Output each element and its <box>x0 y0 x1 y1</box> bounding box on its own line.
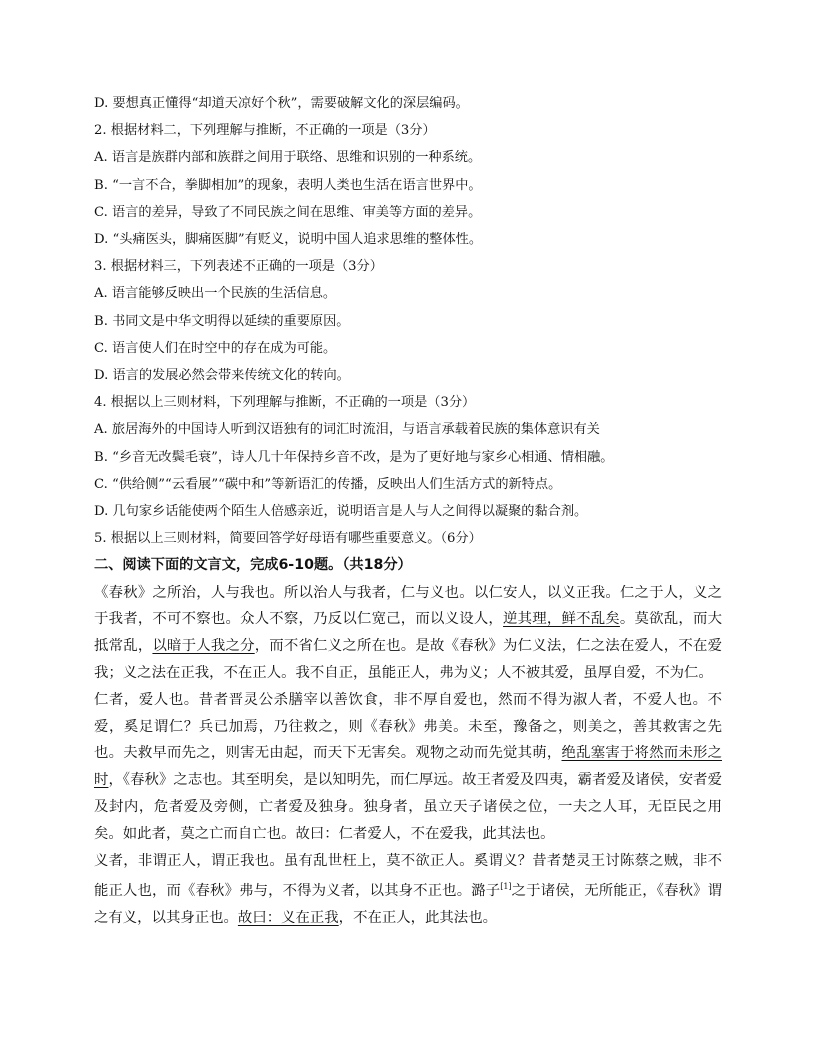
underlined-sentence: 绝乱塞害于将然而未形之时 <box>94 745 722 789</box>
text-run: 《春秋》之所治，人与我也。所以治人与我者，仁与义也。以仁安人，以义正我。仁之于人，义之于我者，不可不察也。众人不察，乃反以仁宽己，而以义设人， <box>94 584 722 628</box>
question-3: 3. 根据材料三，下列表述不正确的一项是（3分） <box>94 259 383 275</box>
option-4-a: A. 旅居海外的中国诗人听到汉语独有的词汇时流泪，与语言承载着民族的集体意识有关 <box>94 422 600 438</box>
text-run: 之于诸侯，无所能正，《春秋》谓之有义，以其身正也。 <box>94 883 722 927</box>
passage-paragraph-1 <box>94 580 722 687</box>
text-run: ，而不省仁义之所在也。是故《春秋》为仁义法，仁之法在爱人，不在爱我；义之法在正我，不在正人。我不自正，虽能正人，弗为义；人不被其爱，虽厚自爱，不为仁。 <box>94 638 722 682</box>
option-2-a: A. 语言是族群内部和族群之间用于联络、思维和识别的一种系统。 <box>94 150 482 166</box>
text-run: 仁者，爱人也。昔者晋灵公杀膳宰以善饮食，非不厚自爱也，然而不得为淑人者，不爱人也。不爱，奚足谓仁？兵已加焉，乃往救之，则《春秋》弗美。未至，豫备之，则美之，善其救害之先也。夫救早而先之，则害无由起，而天下无害矣。观物之动而先觉其萌， <box>94 691 722 762</box>
option-2-b: B. “一言不合，拳脚相加”的现象，表明人类也生活在语言世界中。 <box>94 177 482 193</box>
option-2-d: D. “头痛医头，脚痛医脚”有贬义，说明中国人追求思维的整体性。 <box>94 232 483 248</box>
text-run: ，不在正人，此其法也。 <box>338 910 497 927</box>
option-3-a: A. 语言能够反映出一个民族的生活信息。 <box>94 286 337 302</box>
underlined-sentence: 故曰：义在正我 <box>237 910 339 927</box>
passage-paragraph-3 <box>94 848 722 932</box>
text-run: 。莫欲乱，而大抵常乱， <box>94 611 722 655</box>
option-3-b: B. 书同文是中华文明得以延续的重要原因。 <box>94 313 350 329</box>
underlined-sentence: 以暗于人我之分 <box>152 638 255 655</box>
option-4-b: B. “乡音无改鬓毛衰”，诗人几十年保持乡音不改，是为了更好地与家乡心相通、情相融。 <box>94 449 614 465</box>
underlined-sentence: 逆其理，鲜不乱矣 <box>503 611 620 628</box>
option-3-c: C. 语言使人们在时空中的存在成为可能。 <box>94 340 337 356</box>
question-5: 5. 根据以上三则材料，简要回答学好母语有哪些重要意义。（6分） <box>94 531 482 547</box>
document-page <box>94 90 722 932</box>
footnote-marker: [1] <box>500 882 512 892</box>
question-4: 4. 根据以上三则材料，下列理解与推断，不正确的一项是（3分） <box>94 395 476 411</box>
option-4-d: D. 几句家乡话能使两个陌生人倍感亲近，说明语言是人与人之间得以凝聚的黏合剂。 <box>94 504 588 520</box>
section-title: 二、阅读下面的文言文，完成6-10题。（共18分） <box>94 557 412 574</box>
text-run: 义者，非谓正人，谓正我也。虽有乱世枉上，莫不欲正人。奚谓义？昔者楚灵王讨陈蔡之贼，非不能正人也，而《春秋》弗与，不得为义者，以其身不正也。潞子 <box>94 852 722 900</box>
question-2: 2. 根据材料二，下列理解与推断，不正确的一项是（3分） <box>94 123 436 139</box>
text-run: ，《春秋》之志也。其至明矣，是以知明先，而仁厚远。故王者爱及四夷，霸者爱及诸侯，安者爱及封内，危者爱及旁侧，亡者爱及独身。独身者，虽立天子诸侯之位，一夫之人耳，无臣民之用矣。如此者，莫之亡而自亡也。故曰：仁者爱人，不在爱我，此其法也。 <box>94 772 722 842</box>
option-3-d: D. 语言的发展必然会带来传统文化的转向。 <box>94 368 350 384</box>
option-1-d: D. 要想真正懂得“却道天凉好个秋”，需要破解文化的深层编码。 <box>94 96 469 111</box>
passage-paragraph-2 <box>94 687 722 848</box>
option-2-c: C. 语言的差异，导致了不同民族之间在思维、审美等方面的差异。 <box>94 204 482 220</box>
option-4-c: C. “供给侧”“云看展”“碳中和”等新语汇的传播，反映出人们生活方式的新特点。 <box>94 476 562 492</box>
